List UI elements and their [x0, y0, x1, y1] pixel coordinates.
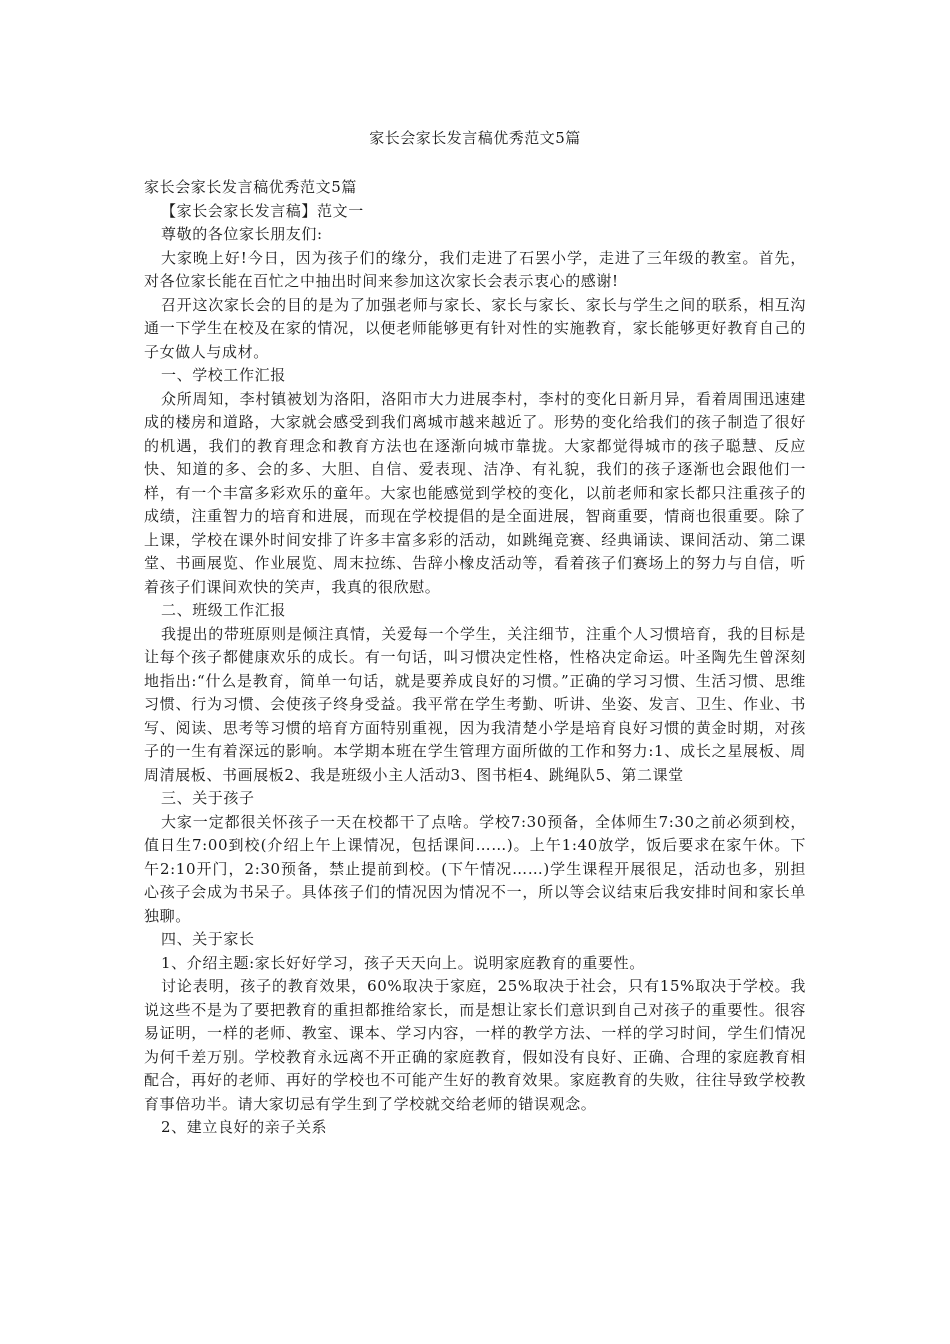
document-paragraph: 召开这次家长会的目的是为了加强老师与家长、家长与家长、家长与学生之间的联系，相互沟通一下学生在校及在家的情况，以便老师能够更有针对性的实施教育，家长能够更好教育自己的子女做人与成材。 — [144, 295, 806, 361]
document-paragraph: 大家晚上好!今日，因为孩子们的缘分，我们走进了石罢小学，走进了三年级的教室。首先，对各位家长能在百忙之中抽出时间来参加这次家长会表示衷心的感谢! — [144, 248, 806, 290]
document-paragraph: 1、介绍主题:家长好好学习，孩子天天向上。说明家庭教育的重要性。 — [161, 953, 645, 972]
document-paragraph: 三、关于孩子 — [161, 789, 255, 807]
page-title: 家长会家长发言稿优秀范文5篇 — [369, 129, 581, 147]
document-paragraph: 一、学校工作汇报 — [161, 366, 286, 384]
document-paragraph: 众所周知，李村镇被划为洛阳，洛阳市大力进展李村，李村的变化日新月异，看着周围迅速建成的楼房和道路，大家就会感受到我们离城市越来越近了。形势的变化给我们的孩子制造了很好的机遇，我们的教育理念和教育方法也在逐渐向城市靠拢。大家都觉得城市的孩子聪慧、反应快、知道的多、会的多、大胆、自信、爱表现、洁净、有礼貌，我们的孩子逐渐也会跟他们一样，有一个丰富多彩欢乐的童年。大家也能感觉到学校的变化，以前老师和家长都只注重孩子的成绩，注重智力的培育和进展，而现在学校提倡的是全面进展，智商重要，情商也很重要。除了上课，学校在课外时间安排了许多丰富多彩的活动，如跳绳竞赛、经典诵读、课间活动、第二课堂、书画展览、作业展览、周末拉练、告辞小橡皮活动等，看着孩子们赛场上的努力与自信，听着孩子们课间欢快的笑声，我真的很欣慰。 — [144, 389, 806, 596]
document-paragraph: 2、建立良好的亲子关系 — [161, 1118, 328, 1136]
document-paragraph: 家长会家长发言稿优秀范文5篇 — [144, 178, 357, 196]
document-body — [144, 176, 806, 1140]
document-paragraph: 我提出的带班原则是倾注真情，关爱每一个学生，关注细节，注重个人习惯培育，我的目标是让每个孩子都健康欢乐的成长。有一句话，叫习惯决定性格，性格决定命运。叶圣陶先生曾深刻地指出:“什么是教育，简单一句话，就是要养成良好的习惯。”正确的学习习惯、生活习惯、思维习惯、行为习惯、会使孩子终身受益。我平常在学生考勤、听讲、坐姿、发言、卫生、作业、书写、阅读、思考等习惯的培育方面特别重视，因为我清楚小学是培育良好习惯的黄金时期，对孩子的一生有着深远的影响。本学期本班在学生管理方面所做的工作和努力:1、成长之星展板、周周清展板、书画展板2、我是班级小主人活动3、图书柜4、跳绳队5、第二课堂 — [144, 624, 806, 784]
document-paragraph: 尊敬的各位家长朋友们: — [161, 225, 323, 243]
document-paragraph: 讨论表明，孩子的教育效果，60%取决于家庭，25%取决于社会，只有15%取决于学校。我说这些不是为了要把教育的重担都推给家长，而是想让家长们意识到自己对孩子的重要性。很容易证明，一样的老师、教室、课本、学习内容，一样的教学方法、一样的学习时间，学生们情况为何千差万别。学校教育永远离不开正确的家庭教育，假如没有良好、正确、合理的家庭教育相配合，再好的老师、再好的学校也不可能产生好的教育效果。家庭教育的失败，往往导致学校教育事倍功半。请大家切忌有学生到了学校就交给老师的错误观念。 — [144, 977, 806, 1113]
document-paragraph: 四、关于家长 — [161, 930, 255, 948]
document-paragraph: 【家长会家长发言稿】范文一 — [161, 201, 364, 220]
document-paragraph: 二、班级工作汇报 — [161, 601, 286, 619]
document-paragraph: 大家一定都很关怀孩子一天在校都干了点啥。学校7:30预备，全体师生7:30之前必须到校，值日生7:00到校(介绍上午上课情况，包括课间……)。上午1:40放学，饭后要求在家午休。下午2:10开门，2:30预备，禁止提前到校。(下午情况……)学生课程开展很足，活动也多，别担心孩子会成为书呆子。具体孩子们的情况因为情况不一，所以等会议结束后我安排时间和家长单独聊。 — [144, 812, 806, 925]
